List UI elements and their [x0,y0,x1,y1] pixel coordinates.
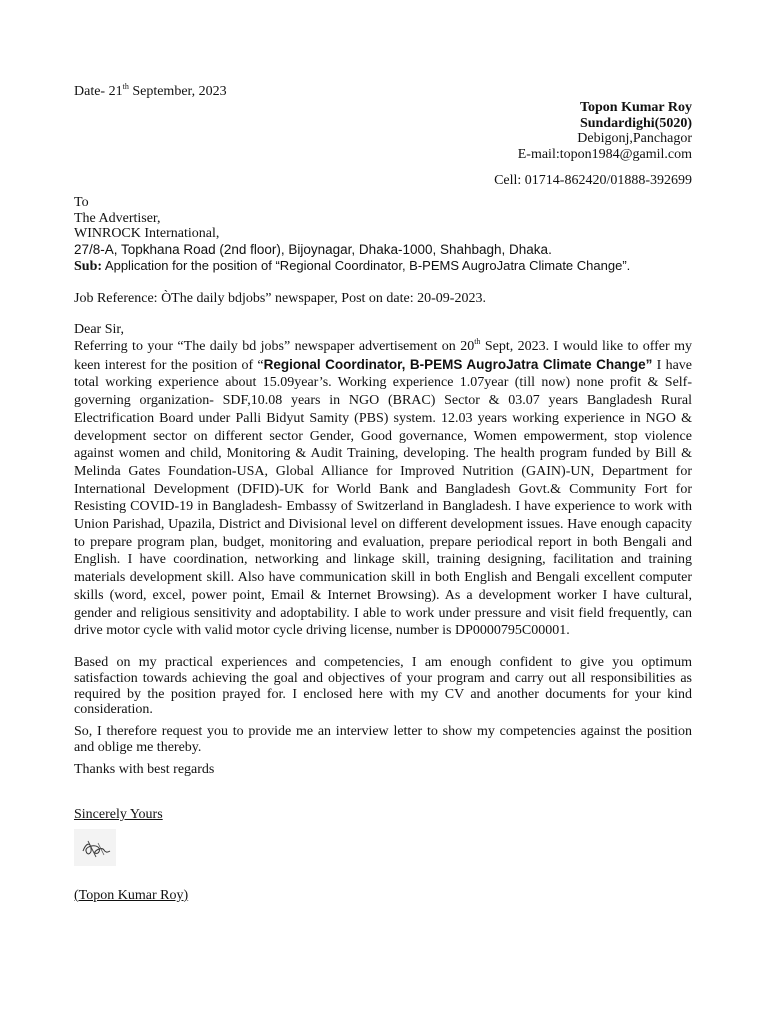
subject-text: Application for the position of “Regional Coordinator, B-PEMS AugroJatra Climate Change”. [102,258,631,273]
body-paragraph-2: Based on my practical experiences and competencies, I am enough confident to give you optimum satisfaction towards achieving the goal and objectives of your program and carry out all responsibilities as required by the position prayed for. I enclosed here with my CV and another documents for your kind consideration. [74,654,692,718]
salutation: Dear Sir, [74,322,124,337]
recipient-address: 27/8-A, Topkhana Road (2nd floor), Bijoynagar, Dhaka-1000, Shahbagh, Dhaka. [74,241,552,257]
signature-scribble-icon [74,829,116,866]
sender-area: Debigonj,Panchagor [577,131,692,146]
recipient-to: To [74,195,89,210]
subject-line [74,257,692,275]
sender-email: E-mail:topon1984@gamil.com [517,146,692,162]
sender-cell: Cell: 01714-862420/01888-392699 [494,173,692,188]
sender-name: Topon Kumar Roy [579,100,692,115]
signature-image [74,829,116,866]
closing-sincerely: Sincerely Yours [74,806,163,822]
recipient-block [74,195,692,257]
job-reference: Job Reference: ÒThe daily bdjobs” newspaper, Post on date: 20-09-2023. [74,291,486,306]
sender-block [74,100,692,162]
subject-label: Sub: [74,259,103,274]
letter-date: Date- 21th September, 2023 [74,82,227,99]
letter-page [74,84,692,904]
closing-thanks: Thanks with best regards [74,761,215,777]
recipient-org: WINROCK International, [74,226,220,241]
position-title: Regional Coordinator, B-PEMS AugroJatra Climate Change” [263,356,653,372]
body-paragraph-3: So, I therefore request you to provide me an interview letter to show my competencies against the position and oblige me thereby. [74,724,692,755]
body-paragraph-1: Referring to your “The daily bd jobs” newspaper advertisement on 20th Sept, 2023. I would like to offer my keen interest for the position of “Regional Coordinator, B-PEMS AugroJatra Climate Change” I have total working experience about 15.09year’s. Working experience 1.07year (till now) none profit & Self-governing organization- SDF,10.08 years in NGO (BRAC) Sector & 03.07 years Bangladesh Rural Electrification Board under Palli Bidyut Samity (PBS) system. 12.03 years working experience in NGO & development sector on different sector Gender, Good governance, Women empowerment, stop violence against women and child, Monitoring & Audit Training, developing. The health program funded by Bill & Melinda Gates Foundation-USA, Global Alliance for Improved Nutrition (GAIN)-UN, Department for International Development (DFID)-UK for World Bank and Bangladesh Govt.& Community Fort for Resisting COVID-19 in Bangladesh- Embassy of Switzerland in Bangladesh. I have experience to work with Union Parishad, Upazila, District and Divisional level on different development issues. Have enough capacity to prepare program plan, budget, monitoring and evaluation, prepare periodical report in both Bengali and English. I have coordination, networking and linkage skill, training designing, facilitation and training materials development skill. Also have communication skill in both English and Bengali excellent computer skills (word, excel, power point, Email & Internet Browsing). As a development worker I have cultural, gender and religious sensitivity and adoptability. I able to work under pressure and visit field frequently, can drive motor cycle with valid motor cycle driving license, number is DP0000795C00001. [74,337,693,639]
signature-name: (Topon Kumar Roy) [74,887,189,903]
recipient-advertiser: The Advertiser, [74,210,161,226]
sender-village: Sundardighi(5020) [579,115,692,131]
